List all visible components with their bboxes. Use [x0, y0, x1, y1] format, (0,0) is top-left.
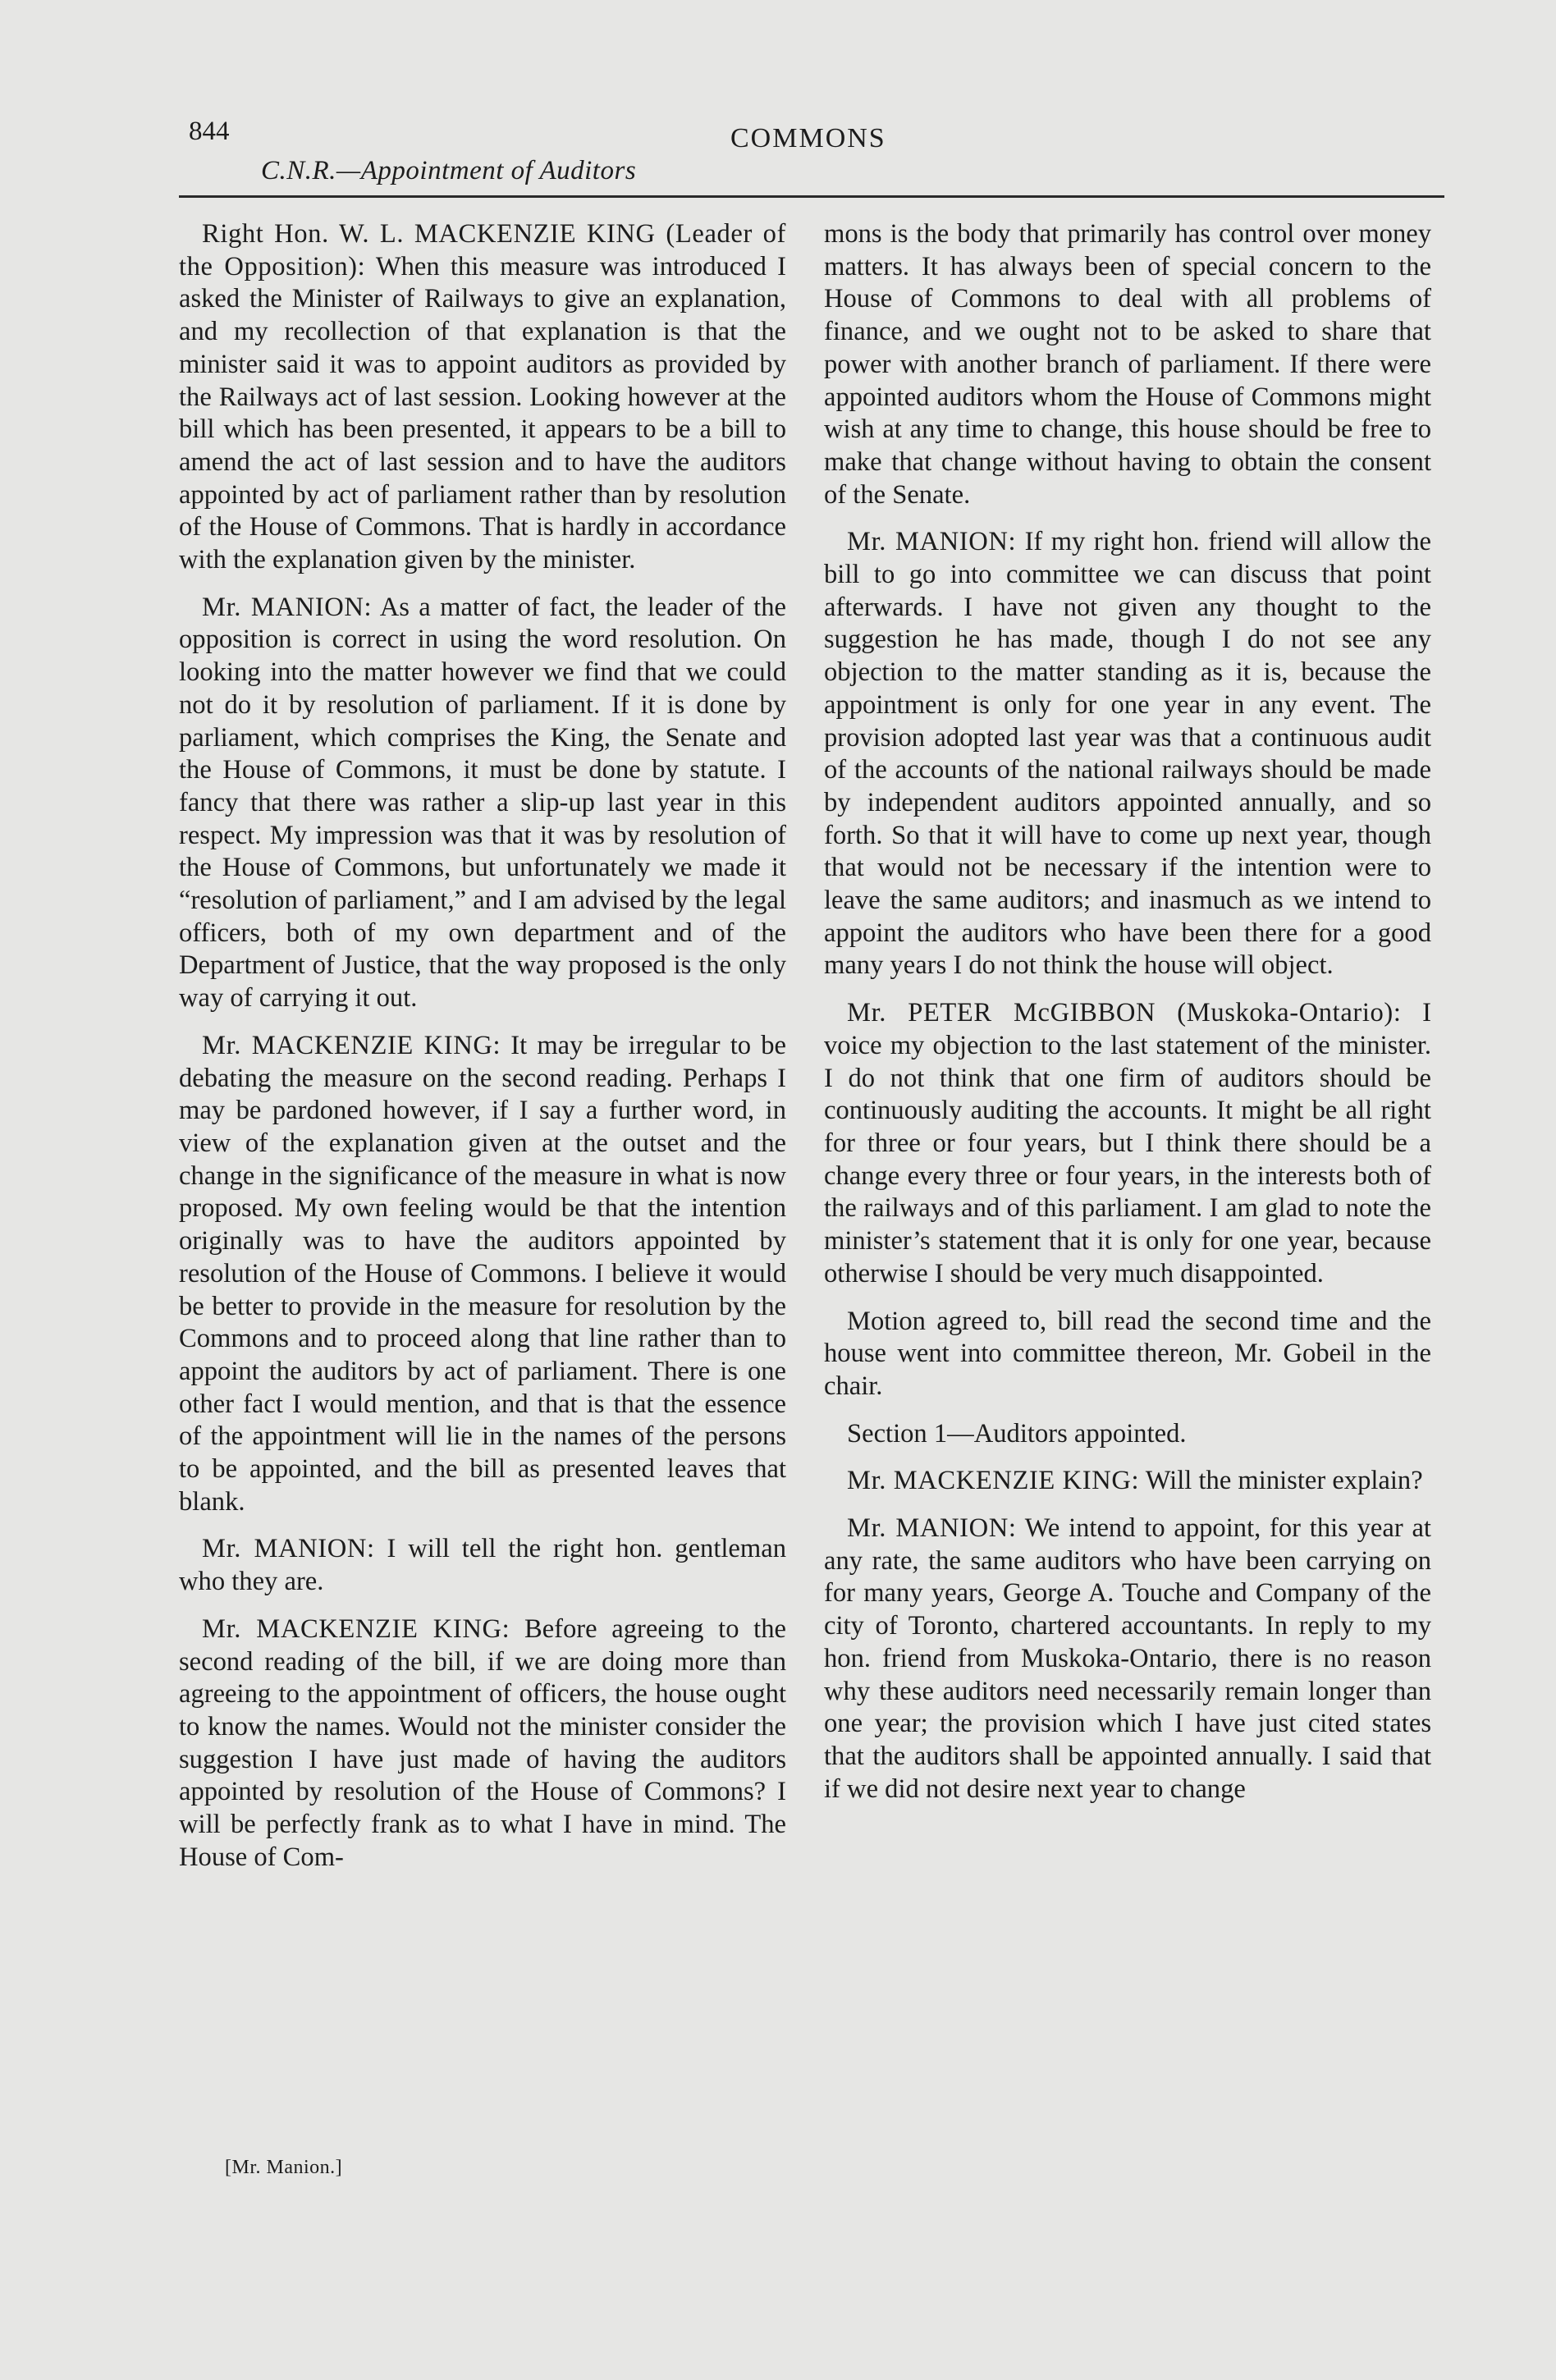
speech-paragraph — [179, 1613, 786, 1874]
running-head: COMMONS — [730, 123, 886, 153]
speech-paragraph — [179, 1030, 786, 1519]
speech-text: Motion agreed to, bill read the second time and the house went into committee thereon, Mr. Gobeil in the chair. — [824, 1306, 1431, 1401]
speech-paragraph — [824, 997, 1431, 1290]
speech-paragraph — [179, 1533, 786, 1598]
speaker-name: Mr. MACKENZIE KING: — [202, 1030, 501, 1060]
speech-paragraph — [824, 1513, 1431, 1806]
page-subject: C.N.R.—Appointment of Auditors — [261, 156, 637, 185]
speaker-name: Mr. MANION: — [202, 1534, 375, 1564]
speech-paragraph — [179, 592, 786, 1015]
speech-paragraph — [824, 526, 1431, 982]
speaker-name: Mr. MANION: — [847, 527, 1017, 557]
speech-text: If my right hon. friend will allow the bill to go into committee we can discuss that point afterwards. I have not given any thought to the suggestion he has made, though I do not see any objection to the matter standing as it is, because the appointment is only for one year in any event. The provision adopted last year was that a continuous audit of the accounts of the national railways should be made by independent auditors appointed annually, and so forth. So that it will have to come up next year, though that would not be necessary if the intention were to leave the same auditors; and inasmuch as we intend to appoint the auditors who have been there for a good many years I do not think the house will object. — [824, 527, 1431, 981]
speaker-name: Mr. MANION: — [847, 1513, 1017, 1544]
speech-text: We intend to appoint, for this year at any rate, the same auditors who have been carrying on for many years, George A. Touche and Company of the city of Toronto, chartered accountants. In reply to my hon. friend from Muskoka-Ontario, there is no reason why these auditors need necessarily remain longer than one year; the provision which I have just cited states that the auditors shall be appointed annually. I said that if we did not desire next year to change — [824, 1513, 1431, 1804]
procedural-note — [824, 1306, 1431, 1403]
speech-text: As a matter of fact, the leader of the opposition is correct in using the word resolution. On looking into the matter however we find that we could not do it by resolution of parliament. If it is done by parliament, which comprises the King, the Senate and the House of Commons, it must be done by statute. I fancy that there was rather a slip-up last year in this respect. My impression was that it was by resolution of the House of Commons, but unfortunately we made it “resolution of parliament,” and I am advised by the legal officers, both of my own department and of the Department of Justice, that the way proposed is the only way of carrying it out. — [179, 592, 786, 1014]
speaker-name: Mr. MACKENZIE KING: — [847, 1466, 1140, 1496]
speech-paragraph — [179, 218, 786, 577]
speaker-name: Mr. MACKENZIE KING: — [202, 1613, 510, 1644]
speaker-name: Mr. MANION: — [202, 592, 373, 622]
speech-text: I will tell the right hon. gentleman who they are. — [179, 1534, 786, 1597]
continued-paragraph — [824, 218, 1431, 511]
speech-text: I voice my objection to the last statement of the minister. I do not think that one firm of auditors should be continuously auditing the accounts. It might be all right for three or four years, but I think there should be a change every three or four years, in the interests both of the railways and of this parliament. I am glad to note the minister’s statement that it is only for one year, because otherwise I should be very much disappointed. — [824, 998, 1431, 1288]
page-number: 844 — [189, 117, 230, 146]
speech-text: mons is the body that primarily has control over money matters. It has always been of special concern to the House of Commons to deal with all problems of finance, and we ought not to be asked to share that power with another branch of parliament. If there were appointed auditors whom the House of Commons might wish at any time to change, this house should be free to make that change without having to obtain the consent of the Senate. — [824, 219, 1431, 510]
speaker-name: Mr. PETER McGIBBON (Muskoka-Ontario): — [847, 998, 1402, 1028]
speech-text: Will the minister explain? — [1145, 1466, 1423, 1496]
header-rule — [179, 195, 1444, 198]
speech-text: Section 1—Auditors appointed. — [847, 1418, 1187, 1449]
speech-text: When this measure was introduced I asked the Minister of Railways to give an explanation, and my recollection of that explanation is that the minister said it was to appoint auditors as provided by the Railways act of last session. Looking however at the bill which has been presented, it appears to be a bill to amend the act of last session and to have the auditors appointed by act of parliament rather than by resolution of the House of Commons. That is hardly in accordance with the explanation given by the minister. — [179, 251, 787, 575]
section-heading — [824, 1418, 1431, 1451]
speech-text: Before agreeing to the second reading of the bill, if we are doing more than agreeing to the appointment of officers, the house ought to know the names. Would not the minister consider the suggestion I have just made of having the auditors appointed by resolution of the House of Commons? I will be perfectly frank as to what I have in mind. The House of Com- — [179, 1613, 786, 1872]
left-column — [179, 218, 786, 1888]
right-column — [824, 218, 1431, 1820]
footer-speaker-note: [Mr. Manion.] — [225, 2157, 343, 2178]
speech-paragraph — [824, 1465, 1431, 1498]
speaker-name: Right Hon. W. L. MACKENZIE KING (Leader of the Opposition): — [179, 219, 786, 281]
speech-text: It may be irregular to be debating the measure on the second reading. Perhaps I may be pardoned however, if I say a further word, in view of the explanation given at the outset and the change in the significance of the measure in what is now proposed. My own feeling would be that the intention originally was to have the auditors appointed by resolution of the House of Commons. I believe it would be better to provide in the measure for resolution by the Commons and to proceed along that line rather than to appoint the auditors by act of parliament. There is one other fact I would mention, and that is that the essence of the appointment will lie in the names of the persons to be appointed, and the bill as presented leaves that blank. — [179, 1030, 786, 1517]
